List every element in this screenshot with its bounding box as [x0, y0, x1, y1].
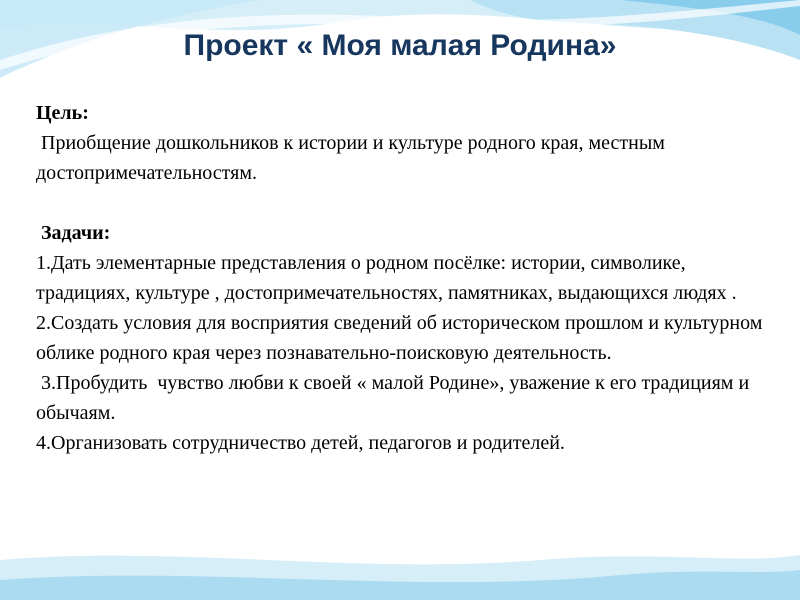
slide-title: Проект « Моя малая Родина»: [183, 29, 617, 62]
task-item-2: 2.Создать условия для восприятия сведений об историческом прошлом и культурном облике родного края через познавательно-поисковую деятельность.: [36, 312, 768, 364]
task-item-1: 1.Дать элементарные представления о родном посёлке: истории, символике, традициях, культуре , достопримечательностях, памятниках, выдающихся людях .: [36, 252, 737, 304]
slide-content: [36, 98, 776, 458]
goal-text: Приобщение дошкольников к истории и культуре родного края, местным достопримечательностям.: [36, 132, 670, 184]
spacer: [36, 188, 776, 218]
task-item-3: 3.Пробудить чувство любви к своей « малой Родине», уважение к его традициям и обычаям.: [36, 372, 755, 424]
task-item-4: 4.Организовать сотрудничество детей, педагогов и родителей.: [36, 432, 565, 454]
goal-heading: Цель:: [36, 102, 89, 124]
tasks-heading: Задачи:: [36, 222, 111, 244]
